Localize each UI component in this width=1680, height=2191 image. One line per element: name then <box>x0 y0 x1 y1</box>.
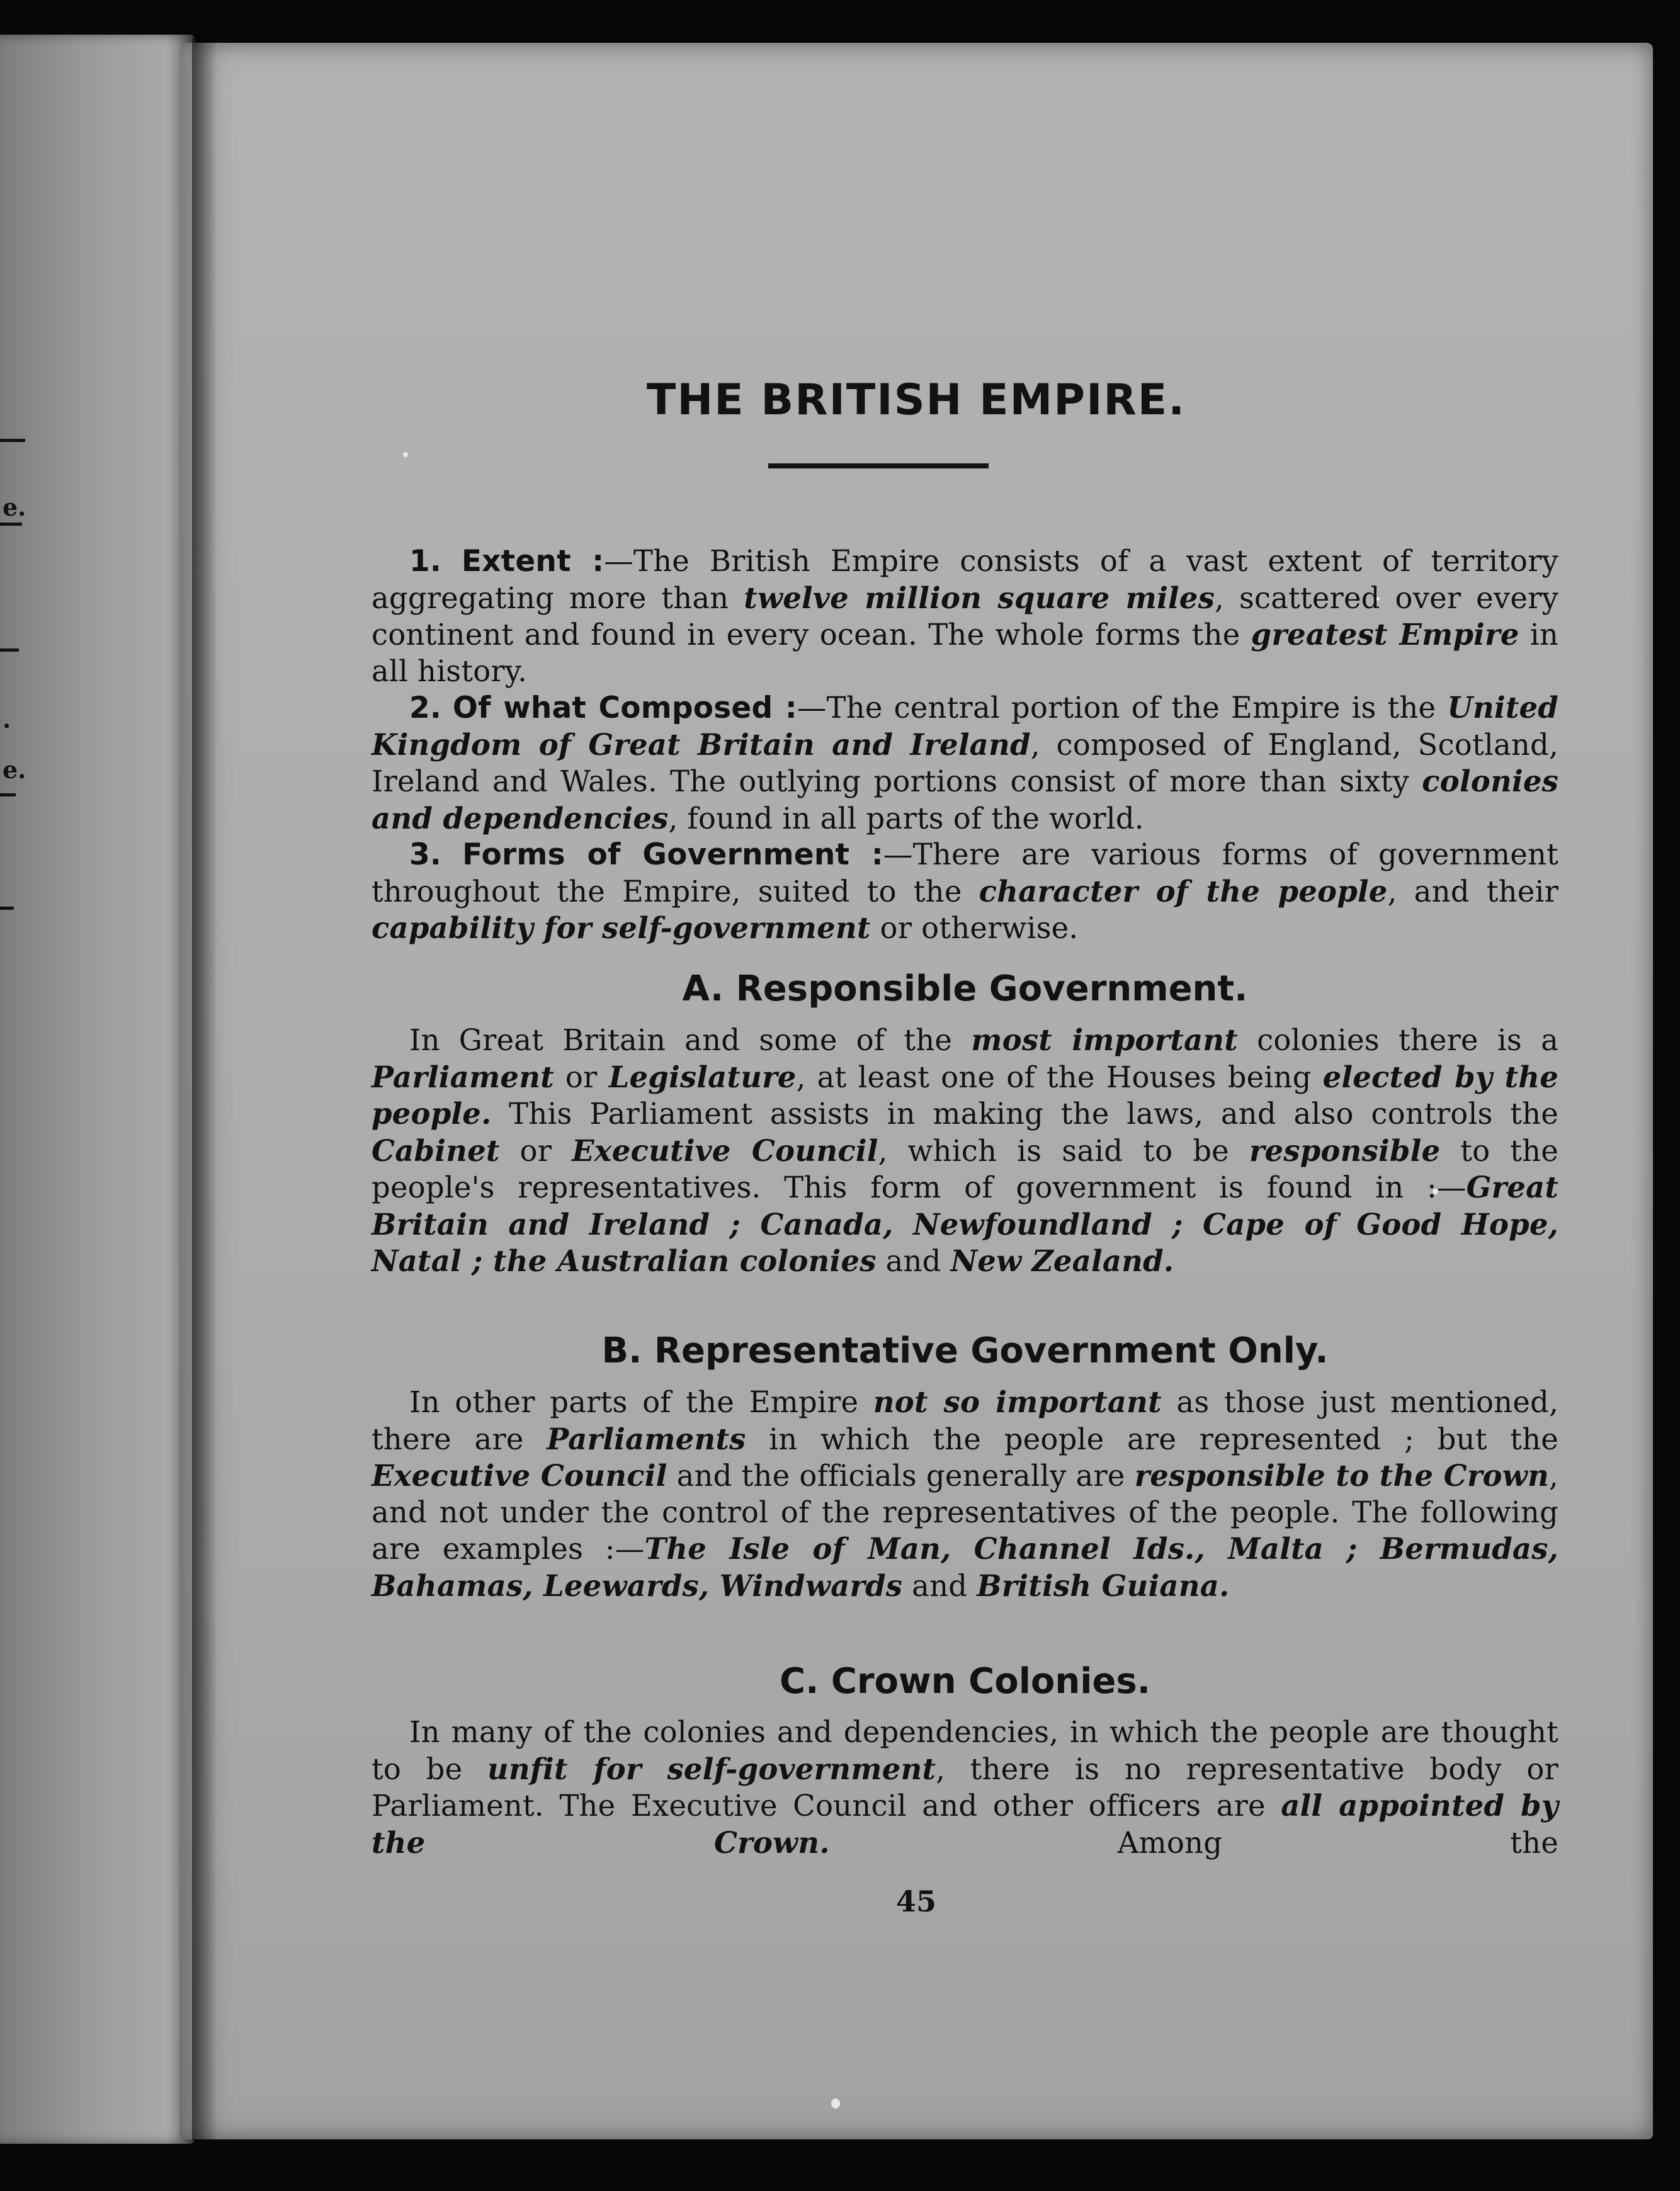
subsection-heading: B. Representative Government Only. <box>601 1330 1329 1371</box>
section-extent: 1. Extent :—The British Empire consists of a vast extent of territory aggregating more than twelve million square miles, scattered over every continent and found in every ocean. The whole forms the greatest Empire in all history. <box>372 544 1559 688</box>
subsection-body: In other parts of the Empire not so important as those just mentioned, there are Parliaments in which the people are represented ; but the Executive Council and the officials generally are responsible to the Crown, and not under the control of the representatives of the people. The following are examples :—The Isle of Man, Channel Ids., Malta ; Bermudas, Bahamas, Leewards, Windwards and British Guiana. <box>372 1384 1559 1603</box>
facing-page-fragment: e. <box>3 493 26 521</box>
section-label: Forms of Government : <box>462 837 883 872</box>
book-page <box>179 43 1653 2139</box>
section-forms-of-government: 3. Forms of Government :—There are various forms of government throughout the Empire, suited to the character of the people, and their capability for self-government or otherwise. <box>372 837 1559 945</box>
subsection-heading: C. Crown Colonies. <box>779 1661 1151 1702</box>
page-number: 45 <box>895 1884 936 1918</box>
section-number: 2. <box>409 691 441 725</box>
numbered-sections <box>372 543 1558 947</box>
section-label: Of what Composed : <box>452 691 797 725</box>
facing-page-fragment: . <box>3 705 11 733</box>
subsection-crown-colonies <box>372 1661 1558 1861</box>
facing-page-fragment: e. <box>3 756 26 784</box>
title-underline <box>768 463 989 468</box>
subsection-representative <box>372 1330 1558 1604</box>
subsection-body: In many of the colonies and dependencies, in which the people are thought to be unfit for self-government, there is no representative body or Parliament. The Executive Council and other officers are all appointed by the Crown. Among the <box>372 1715 1558 1860</box>
facing-page-rule <box>0 907 14 910</box>
paper-speck <box>831 2098 840 2109</box>
section-number: 1. <box>409 544 441 579</box>
subsection-responsible <box>372 968 1558 1280</box>
paper-speck <box>403 452 408 457</box>
book-gutter <box>192 38 217 2141</box>
page-title: THE BRITISH EMPIRE. <box>646 375 1186 425</box>
section-number: 3. <box>409 837 441 872</box>
facing-page-rule <box>0 439 25 442</box>
section-label: Extent : <box>461 544 604 579</box>
subsection-heading: A. Responsible Government. <box>682 968 1248 1009</box>
section-composition: 2. Of what Composed :—The central portion of the Empire is the United Kingdom of Great Britain and Ireland, composed of England, Scotland, Ireland and Wales. The outlying portions consist of more than sixty colonies and dependencies, found in all parts of the world. <box>372 690 1559 835</box>
facing-page-rule <box>0 793 16 796</box>
facing-page-rule <box>0 523 22 526</box>
facing-page-edge <box>0 35 195 2144</box>
facing-page-rule <box>0 648 19 652</box>
subsection-body: In Great Britain and some of the most important colonies there is a Parliament or Legislature, at least one of the Houses being elected by the people. This Parliament assists in making the laws, and also controls the Cabinet or Executive Council, which is said to be responsible to the people's representatives. This form of government is found in :—Great Britain and Ireland ; Canada, Newfoundland ; Cape of Good Hope, Natal ; the Australian colonies and New Zealand. <box>372 1022 1559 1278</box>
